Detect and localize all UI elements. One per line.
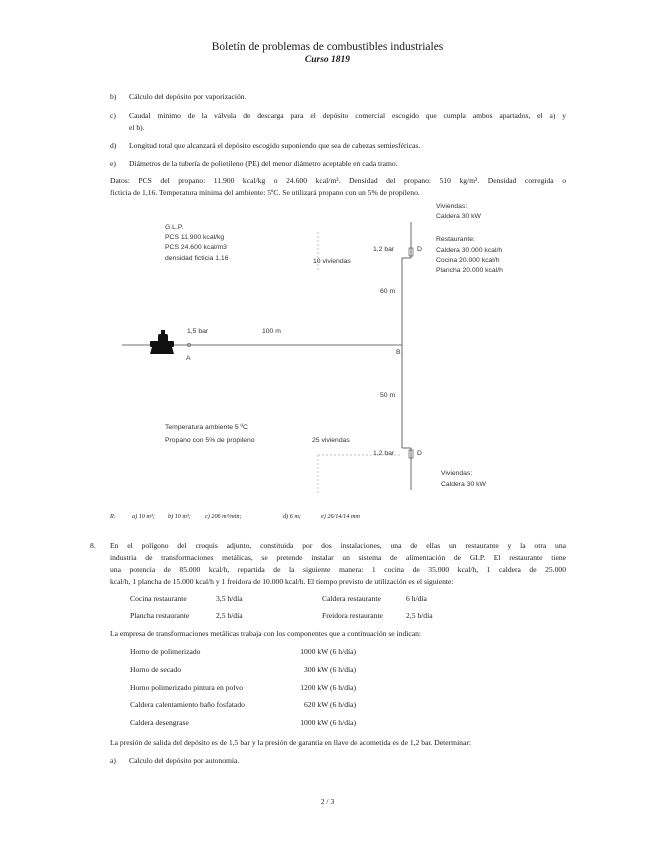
question-letter-d: d): [110, 141, 117, 150]
restaurante-plancha: Plancha 20.000 kcal/h: [436, 267, 503, 274]
presion-statement: La presión de salida del depósito es de 1,5 bar y la presión de garantía en llave de acometida es de 1,2 bar. Determinar:: [110, 738, 471, 747]
answer-d: d) 6 m;: [283, 513, 301, 520]
question-text-a: Calculo del depósito por autonomía.: [129, 756, 240, 765]
datos-line1: Datos: PCS del propano: 11.900 kcal/kg o 24.600 kcal/m³. Densidad del propano: 510 kg/m³. Densidad corregida o: [110, 176, 566, 185]
problem-line-2: industria de transformaciones metálicas, se pretende instalar un sistema de alimentación de GLP. El restaurante tiene: [110, 553, 566, 562]
component-value: 1200 kW (6 h/día): [300, 683, 356, 692]
node-d-top: D: [417, 246, 422, 253]
glp-pcs-kg: PCS 11.900 kcal/kg: [165, 234, 225, 241]
datos-line2: ficticia de 1,16. Temperatura mínima del ambiente: 5ºC. Se utilizará propano con un 5% de propileno.: [110, 188, 420, 197]
question-text-c-line1: Caudal mínimo de la válvula de descarga para el depósito comercial escogido que cumpla ambos apartados, el a) y: [129, 111, 566, 120]
problem-number: 8.: [90, 541, 96, 550]
glp-density: densidad ficticia 1,16: [165, 255, 229, 262]
node-a: A: [186, 355, 191, 362]
ten-viviendas-label: 10 viviendas: [313, 258, 351, 265]
node-b: B: [396, 349, 401, 356]
answer-c: c) 206 m³/min;: [205, 513, 242, 520]
answers-label: R:: [110, 513, 116, 520]
viviendas-bottom-title: Viviendas:: [441, 470, 473, 477]
problem-line-4: kcal/h, 1 plancha de 15.000 kcal/h y 1 freidora de 10.000 kcal/h. El tiempo previsto de utilización es el siguiente:: [110, 577, 454, 586]
component-name: Caldera desengrase: [130, 718, 189, 727]
page-title: Boletín de problemas de combustibles industriales: [211, 41, 444, 53]
problem-line-1: En el polígono del croquis adjunto, constituida por dos instalaciones, una de ellas un restaurante y la otra una: [110, 541, 566, 550]
question-text-e: Diámetros de la tubería de polietileno (PE) del menor diámetro aceptable en cada tramo.: [129, 159, 398, 168]
pressure-bottom: 1,2 bar: [373, 450, 395, 457]
pressure-a: 1,5 bar: [187, 328, 209, 335]
question-letter-a: a): [110, 756, 116, 765]
usage-time-caldera: 6 h/día: [406, 594, 427, 603]
restaurante-title: Restaurante:: [436, 236, 475, 243]
ambient-temperature: Temperatura ambiente 5 ºC: [165, 424, 248, 431]
component-name: Caldera calentamiento baño fosfatado: [130, 700, 245, 709]
node-d-bottom: D: [417, 450, 422, 457]
question-letter-e: e): [110, 159, 116, 168]
answer-a: a) 10 m³;: [132, 513, 155, 520]
answer-b: b) 10 m³;: [168, 513, 191, 520]
empresa-intro: La empresa de transformaciones metálicas trabaja con los componentes que a continuación se indican:: [110, 629, 422, 638]
answer-e: e) 26/14/14 mm: [321, 513, 360, 520]
page-number: 2 / 3: [320, 797, 335, 806]
lpg-tank-icon: [150, 330, 174, 354]
distance-100m: 100 m: [262, 328, 281, 335]
usage-name-cocina: Cocina restaurante: [130, 594, 187, 603]
usage-time-plancha: 2,5 h/día: [216, 611, 243, 620]
usage-time-freidora: 2,5 h/día: [406, 611, 433, 620]
viviendas-bottom-caldera: Caldera 30 kW: [441, 481, 486, 488]
restaurante-caldera: Caldera 30.000 kcal/h: [436, 247, 503, 254]
glp-title: G.L.P.: [165, 224, 184, 231]
restaurante-cocina: Cocina 20.000 kcal/h: [436, 257, 500, 264]
usage-name-freidora: Freidora restaurante: [322, 611, 383, 620]
component-value: 1000 kW (6 h/día): [300, 718, 356, 727]
question-letter-b: b): [110, 92, 117, 101]
component-value: 620 kW (6 h/día): [304, 700, 356, 709]
component-name: Horno de polimerizado: [130, 647, 201, 656]
question-text-b: Cálculo del depósito por vaporización.: [129, 92, 247, 101]
question-text-d: Longitud total que alcanzará el depósito escogido suponiendo que sea de cabezas semiesféricas.: [129, 141, 421, 150]
problem-line-3: una potencia de 85.000 kcal/h, repartida de la siguiente manera: 1 cocina de 35.000 kcal/h, 1 caldera de 25.000: [110, 565, 566, 574]
usage-time-cocina: 3,5 h/día: [216, 594, 243, 603]
component-name: Horno polimerizado pintura en polvo: [130, 683, 244, 692]
propane-propylene: Propano con 5% de propileno: [165, 437, 255, 444]
twentyfive-viviendas-label: 25 viviendas: [312, 437, 350, 444]
pressure-top: 1,2 bar: [373, 246, 395, 253]
distance-60m: 60 m: [380, 288, 396, 295]
viviendas-top-caldera: Caldera 30 kW: [436, 213, 481, 220]
glp-pcs-m3: PCS 24.600 kcal/m3: [165, 244, 227, 251]
component-value: 300 kW (6 h/día): [304, 665, 356, 674]
usage-name-plancha: Plancha restaurante: [130, 611, 190, 620]
course-subtitle: Curso 1819: [304, 55, 351, 65]
component-name: Horno de secado: [130, 665, 182, 674]
question-text-c-line2: el b).: [129, 123, 145, 132]
question-letter-c: c): [110, 111, 116, 120]
usage-name-caldera: Caldera restaurante: [322, 594, 381, 603]
distance-50m: 50 m: [380, 392, 396, 399]
viviendas-top-title: Viviendas:: [436, 203, 468, 210]
component-value: 1000 kW (6 h/día): [300, 647, 356, 656]
